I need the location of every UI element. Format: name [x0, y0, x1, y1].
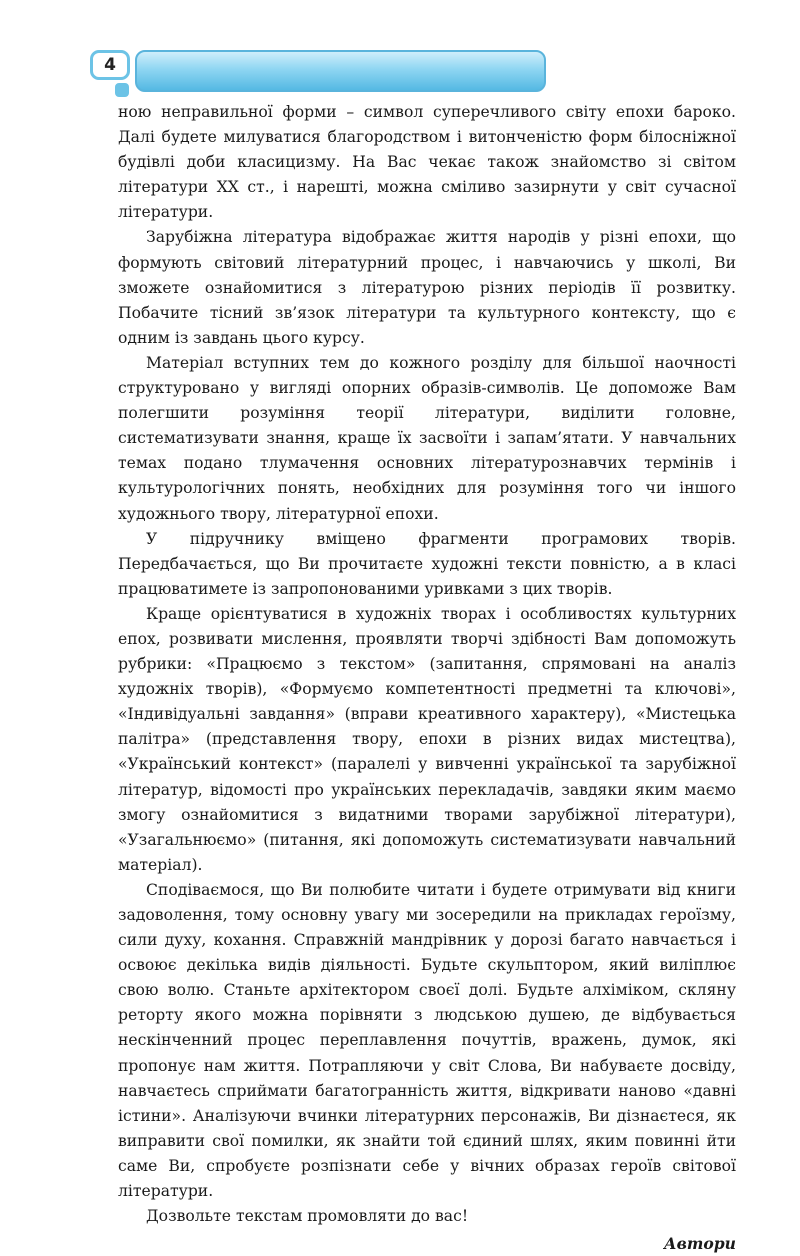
paragraph: У підручнику вміщено фрагменти програмових творів. Передбачається, що Ви прочитаєте художні тексти повністю, а в класі працюватимете із запропонованими уривками з цих творів.	[118, 529, 736, 598]
paragraph: Матеріал вступних тем до кожного розділу для більшої наочності структуровано у вигляді опорних образів-символів. Це допоможе Вам полегшити розуміння теорії літератури, виділити головне, систематизувати знання, краще їх засвоїти і запам’ятати. У навчальних темах подано тлумачення основних літературознавчих термінів і культурологічних понять, необхідних для розуміння того чи іншого художнього твору, літературної епохи.	[118, 353, 736, 523]
page-number: 4	[104, 55, 116, 75]
authors-signature: Автори	[663, 1234, 736, 1254]
decorative-square	[115, 83, 129, 97]
paragraph: Дозвольте текстам промовляти до вас!	[146, 1207, 469, 1226]
paragraph: Краще орієнтуватися в художніх творах і особливостях культурних епох, розвивати мислення, проявляти творчі здібності Вам допоможуть рубрики: «Працюємо з текстом» (запитання, спрямовані на аналіз художніх творів), «Формуємо компетентності предметні та ключові», «Індивідуальні завдання» (вправи креативного характеру), «Мистецька палітра» (представлення твору, епохи в різних видах мистецтва), «Український контекст» (паралелі у вивченні української та зарубіжної літератур, відомості про українських перекладачів, завдяки яким маємо змогу ознайомитися з видатними творами зарубіжної літератури), «Узагальнюємо» (питання, які допоможуть систематизувати навчальний матеріал).	[118, 604, 736, 874]
page-number-box	[90, 50, 130, 80]
paragraph: Сподіваємося, що Ви полюбите читати і будете отримувати від книги задоволення, тому основну увагу ми зосередили на прикладах героїзму, сили духу, кохання. Справжній мандрівник у дорозі багато навчається і освоює декілька видів діяльності. Будьте скульптором, який виліплює свою волю. Станьте архітектором своєї долі. Будьте алхіміком, скляну реторту якого можна порівняти з людською душею, де відбувається нескінченний процес переплавлення почуттів, вражень, думок, які пропонує нам життя. Потрапляючи у світ Слова, Ви набуваєте досвіду, навчаєтесь сприймати багатогранність життя, відкривати наново «давні істини». Аналізуючи вчинки літературних персонажів, Ви дізнаєтеся, як виправити свої помилки, як знайти той єдиний шлях, яким повинні йти саме Ви, спробуєте розпізнати себе у вічних образах героїв світової літератури.	[118, 880, 736, 1201]
body-text	[118, 100, 736, 1256]
paragraph: Зарубіжна література відображає життя народів у різні епохи, що формують світовий літературний процес, і навчаючись у школі, Ви зможете ознайомитися з літературою різних періодів її розвитку. Побачите тісний зв’язок літератури та культурного контексту, що є одним із завдань цього курсу.	[118, 228, 736, 347]
paragraph: ною неправильної форми – символ суперечливого світу епохи бароко. Далі будете милуватися благородством і витонченістю форм білосніжної будівлі доби класицизму. На Вас чекає також знайомство зі світом літератури ХХ ст., і нарешті, можна сміливо зазирнути у світ сучасної літератури.	[118, 103, 736, 222]
header-banner	[135, 50, 546, 92]
